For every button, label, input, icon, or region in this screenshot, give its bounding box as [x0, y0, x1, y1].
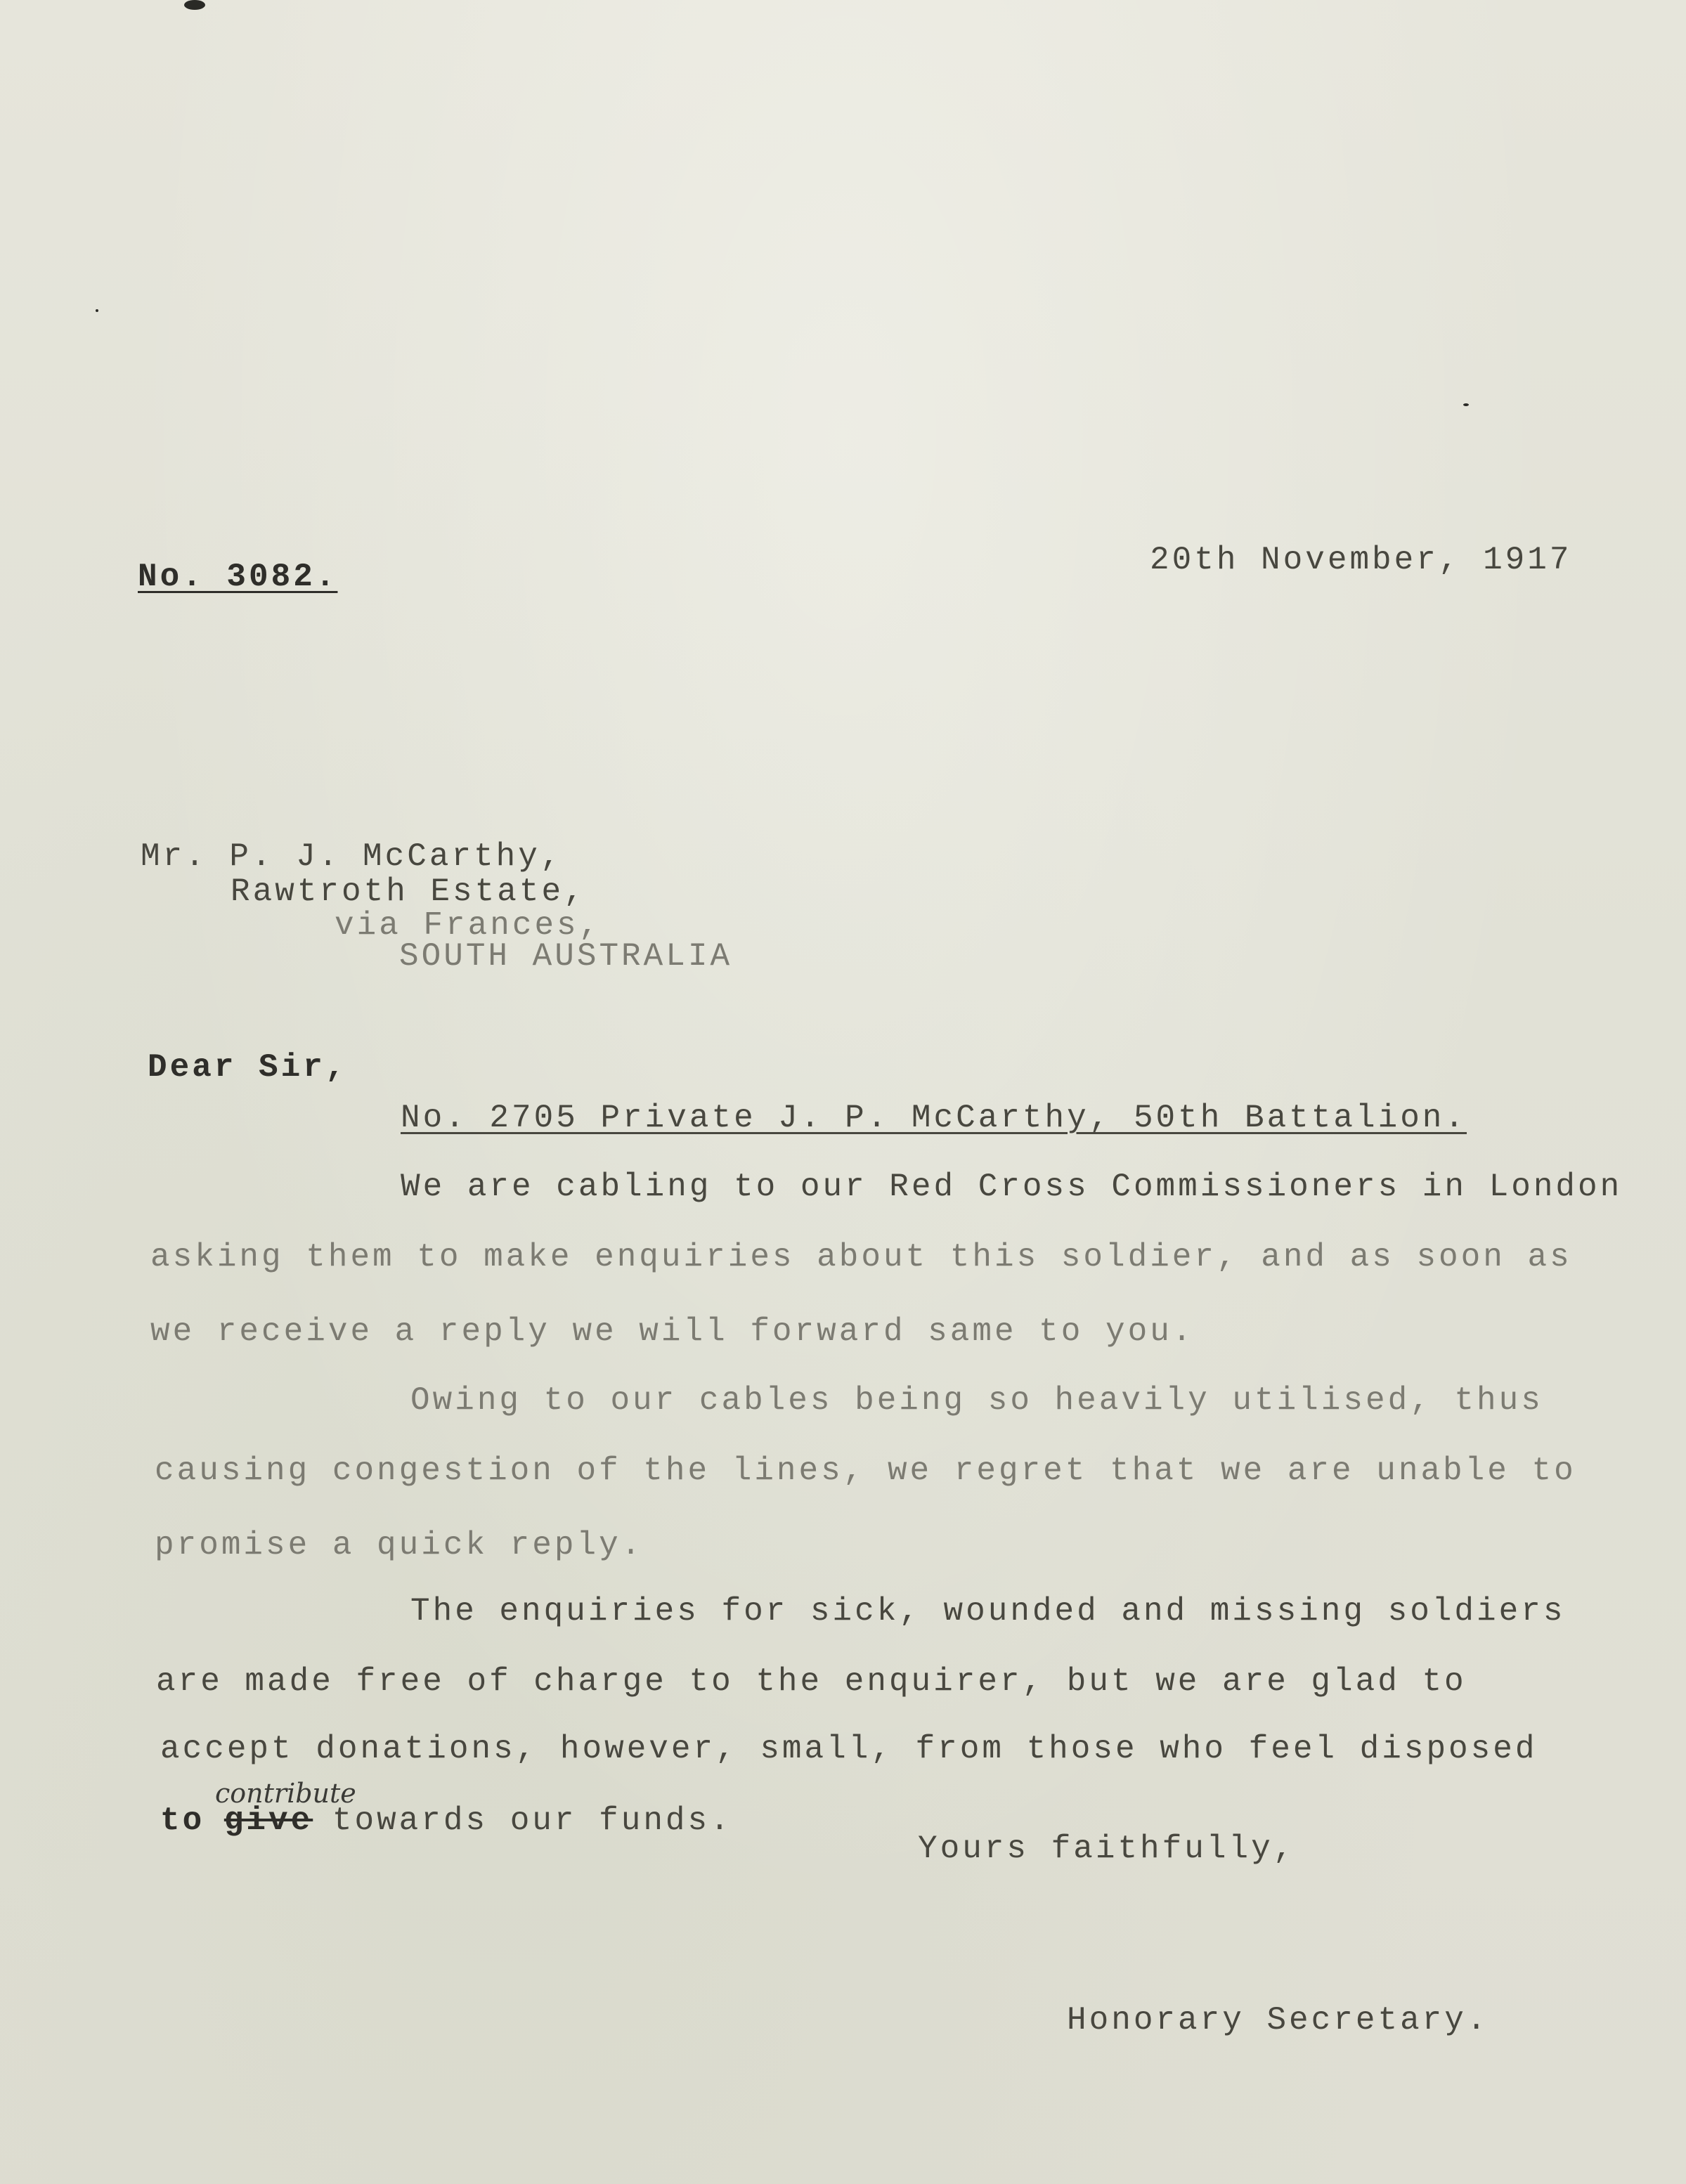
- body-p3-line2: are made free of charge to the enquirer, but we are glad to: [156, 1663, 1467, 1700]
- address-line-4: SOUTH AUSTRALIA: [399, 938, 733, 975]
- address-line-3: via Frances,: [335, 907, 602, 944]
- body-p3-line4: [160, 1802, 732, 1839]
- handwritten-correction: contribute: [215, 1778, 356, 1809]
- body-p2-line3: promise a quick reply.: [155, 1527, 644, 1564]
- body-p2-line2: causing congestion of the lines, we regret that we are unable to: [155, 1452, 1576, 1489]
- subject-line: No. 2705 Private J. P. McCarthy, 50th Battalion.: [401, 1100, 1467, 1136]
- salutation: Dear Sir,: [148, 1049, 348, 1086]
- word-to: to: [160, 1802, 205, 1839]
- address-line-2: Rawtroth Estate,: [231, 873, 586, 910]
- ink-mark: [184, 0, 205, 10]
- closing: Yours faithfully,: [918, 1831, 1296, 1867]
- body-p3-line4-rest: towards our funds.: [332, 1802, 732, 1839]
- ink-mark: [96, 309, 98, 312]
- letter-date: 20th November, 1917: [1150, 542, 1572, 578]
- address-line-1: Mr. P. J. McCarthy,: [141, 838, 563, 875]
- body-p3-line3: accept donations, however, small, from those who feel disposed: [160, 1731, 1538, 1767]
- body-p3-line1: The enquiries for sick, wounded and missing soldiers: [410, 1593, 1566, 1630]
- signature-title: Honorary Secretary.: [1067, 2002, 1489, 2039]
- body-p1-line2: asking them to make enquiries about this soldier, and as soon as: [150, 1239, 1572, 1275]
- body-p2-line1: Owing to our cables being so heavily utilised, thus: [410, 1382, 1543, 1419]
- ink-mark: [1463, 403, 1469, 406]
- body-p1-line1: We are cabling to our Red Cross Commissioners in London: [401, 1169, 1623, 1205]
- struck-word-give: give: [223, 1802, 313, 1839]
- body-p1-line3: we receive a reply we will forward same to you.: [150, 1313, 1195, 1350]
- reference-number: No. 3082.: [138, 559, 338, 595]
